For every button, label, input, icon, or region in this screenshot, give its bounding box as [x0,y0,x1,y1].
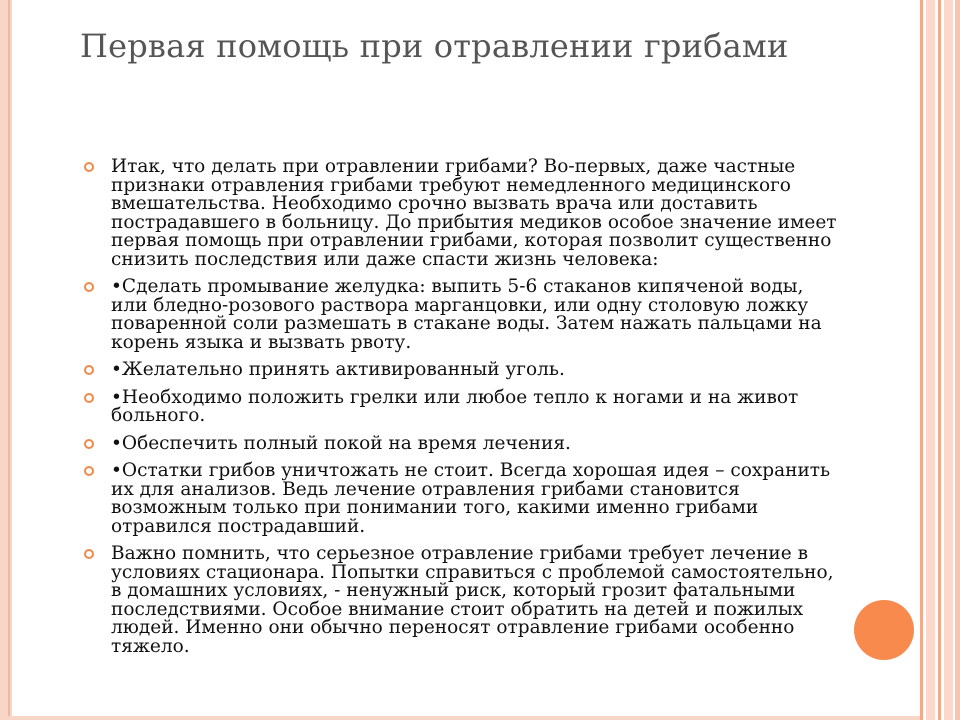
circle-bullet-icon [84,393,94,403]
stripe [944,0,953,720]
list-item [84,545,844,656]
list-item-text: •Остатки грибов уничтожать не стоит. Всегда хорошая идея – сохранить их для анализов. Ведь лечение отравления грибами становится возможным только при понимании того, какими именно грибами отравился пострадавший. [111,460,831,537]
left-border-line [8,0,10,720]
circle-bullet-icon [84,365,94,375]
bottom-decorative-line [0,716,920,720]
circle-bullet-icon [84,439,94,449]
stripe [955,0,960,720]
list-item-text: Итак, что делать при отравлении грибами? Во-первых, даже частные признаки отравления грибами требуют немедленного медицинского вмешательства. Необходимо срочно вызвать врача или доставить пострадавшего в больницу. До прибытия медиков особое значение имеет первая помощь при отравлении грибами, которая позволит существенно снизить последствия или даже спасти жизнь человека: [111,156,837,270]
list-item [84,462,844,536]
bullet-list [84,158,844,665]
list-item [84,158,844,269]
list-item-text: •Необходимо положить грелки или любое тепло к ногами и на живот больного. [111,386,799,426]
stripe [926,0,935,720]
list-item-text: Важно помнить, что серьезное отравление грибами требует лечение в условиях стационара. Попытки справиться с проблемой самостоятельно, в домашних условиях, - ненужный риск, который грозит фатальными последствиями. Особое внимание стоит обратить на детей и пожилых людей. Именно они обычно переносят отравление грибами особенно тяжело. [111,543,834,657]
circle-bullet-icon [84,162,94,172]
list-item [84,278,844,352]
stripe [938,0,941,720]
list-item-text: •Желательно принять активированный уголь. [111,359,565,380]
circle-bullet-icon [84,549,94,559]
stripe [920,0,923,720]
list-item [84,432,844,454]
list-item [84,361,844,380]
circle-bullet-icon [84,466,94,476]
list-item-text: •Обеспечить полный покой на время лечения. [111,432,571,454]
decorative-orange-circle [854,600,914,660]
circle-bullet-icon [84,282,94,292]
list-item-text: •Сделать промывание желудка: выпить 5-6 стаканов кипяченой воды, или бледно-розового раствора марганцовки, или одну столовую ложку поваренной соли размешать в стакане воды. Затем нажать пальцами на корень языка и вызвать рвоту. [111,276,822,353]
list-item [84,386,844,426]
left-decorative-border [0,0,12,720]
slide-title: Первая помощь при отравлении грибами [80,27,789,65]
right-decorative-stripes [920,0,960,720]
